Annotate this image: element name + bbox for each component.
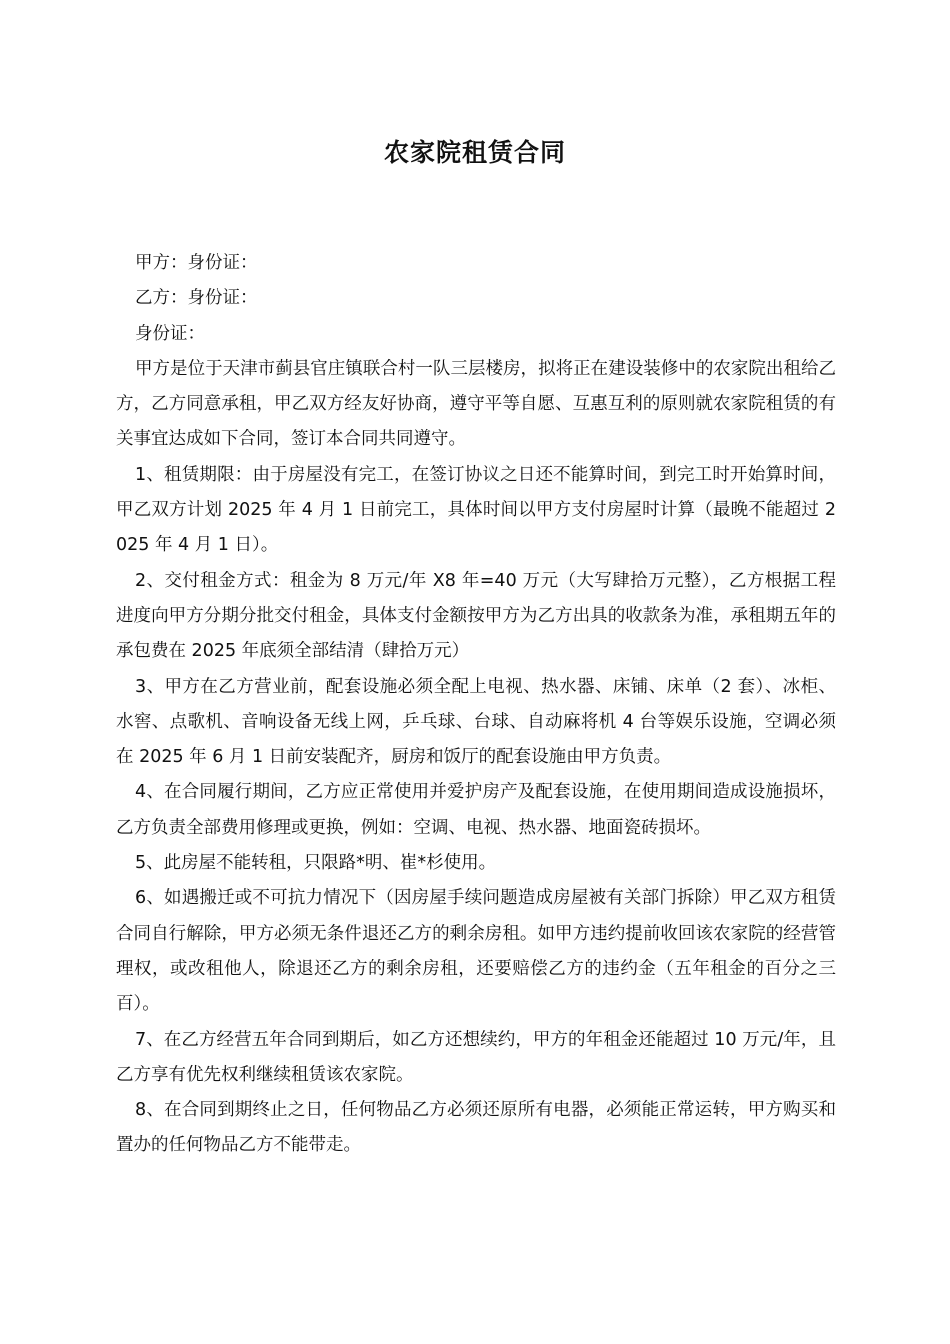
- clause-3-facilities: 3、甲方在乙方营业前，配套设施必须全配上电视、热水器、床铺、床单（2 套）、冰柜、水窖、点歌机、音响设备无线上网，乒乓球、台球、自动麻将机 4 台等娱乐设施，空调必须在 2025 年 6 月 1 日前安装配齐，厨房和饭厅的配套设施由甲方负责。: [116, 676, 836, 768]
- party-a-line: 甲方：身份证：: [135, 253, 258, 273]
- preamble-paragraph: 甲方是位于天津市蓟县官庄镇联合村一队三层楼房，拟将正在建设装修中的农家院出租给乙方，乙方同意承租，甲乙双方经友好协商，遵守平等自愿、互惠互利的原则就农家院租赁的有关事宜达成如下合同，签订本合同共同遵守。: [116, 358, 836, 450]
- clause-5-no-sublet: 5、此房屋不能转租，只限路*明、崔*杉使用。: [135, 853, 497, 874]
- clause-6-termination: 6、如遇搬迁或不可抗力情况下（因房屋手续问题造成房屋被有关部门拆除）甲乙双方租赁合同自行解除，甲方必须无条件退还乙方的剩余房租。如甲方违约提前收回该农家院的经营管理权，或改租他人，除退还乙方的剩余房租，还要赔偿乙方的违约金（五年租金的百分之三百）。: [116, 888, 836, 1015]
- document-title: 农家院租赁合同: [383, 138, 566, 167]
- clause-7-renewal: 7、在乙方经营五年合同到期后，如乙方还想续约，甲方的年租金还能超过 10 万元/年，且乙方享有优先权利继续租赁该农家院。: [116, 1029, 836, 1085]
- id-card-line: 身份证：: [135, 323, 205, 344]
- clause-2-rent-payment: 2、交付租金方式：租金为 8 万元/年 X8 年=40 万元（大写肆拾万元整），乙方根据工程进度向甲方分期分批交付租金，具体支付金额按甲方为乙方出具的收款条为准，承租期五年的承包费在 2025 年底须全部结清（肆拾万元）: [116, 570, 836, 662]
- party-b-line: 乙方：身份证：: [135, 288, 258, 309]
- clause-8-return-items: 8、在合同到期终止之日，任何物品乙方必须还原所有电器，必须能正常运转，甲方购买和置办的任何物品乙方不能带走。: [116, 1100, 836, 1156]
- clause-4-maintenance: 4、在合同履行期间，乙方应正常使用并爱护房产及配套设施，在使用期间造成设施损坏，乙方负责全部费用修理或更换，例如：空调、电视、热水器、地面瓷砖损坏。: [116, 782, 836, 838]
- clause-1-lease-term: 1、租赁期限：由于房屋没有完工，在签订协议之日还不能算时间，到完工时开始算时间，甲乙双方计划 2025 年 4 月 1 日前完工，具体时间以甲方支付房屋时计算（最晚不能超过 2025 年 4 月 1 日）。: [116, 464, 836, 556]
- document-body: [116, 246, 836, 1164]
